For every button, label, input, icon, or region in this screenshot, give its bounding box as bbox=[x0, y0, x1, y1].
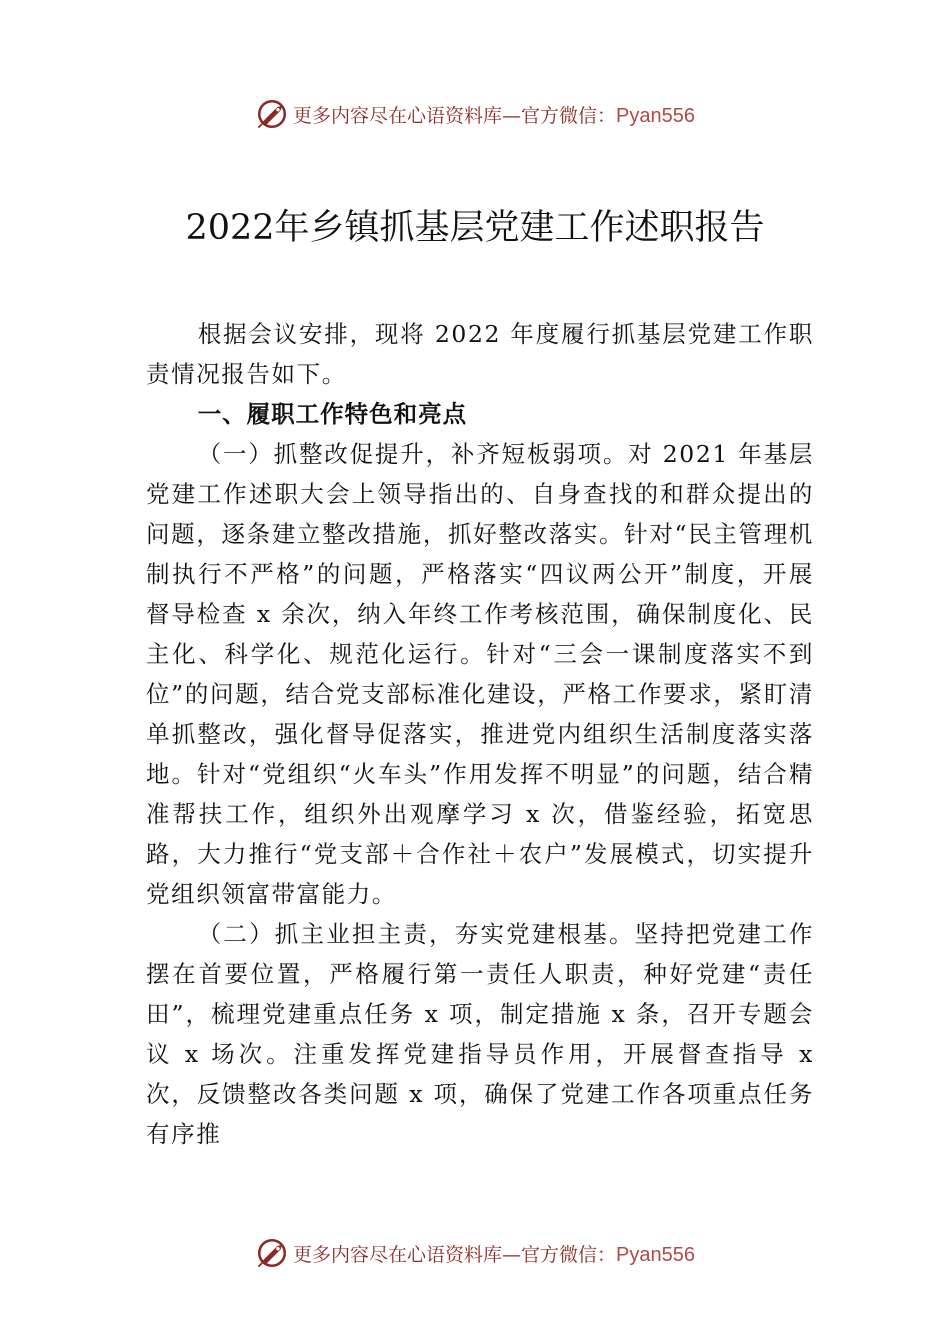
section-heading: 一、履职工作特色和亮点 bbox=[197, 400, 468, 428]
footer-watermark bbox=[0, 1233, 950, 1273]
paragraph-2: （二）抓主业担主责，夯实党建根基。坚持把党建工作摆在首要位置，严格履行第一责任人职责，种好党建“责任田”，梳理党建重点任务 x 项，制定措施 x 条，召开专题会议 x 场次。注重发挥党建指导员作用，开展督查指导 x 次，反馈整改各类问题 x 项，确保了党建工作各项重点任务有序推 bbox=[146, 920, 814, 1148]
pen-nib-logo-icon bbox=[255, 1236, 289, 1270]
document-title: 2022年乡镇抓基层党建工作述职报告 bbox=[185, 208, 765, 248]
watermark-text: 更多内容尽在心语资料库—官方微信：Pyan556 bbox=[293, 1243, 695, 1266]
wechat-id: Pyan556 bbox=[616, 104, 695, 127]
intro-paragraph: 根据会议安排，现将 2022 年度履行抓基层党建工作职责情况报告如下。 bbox=[146, 320, 814, 388]
header-watermark bbox=[0, 94, 950, 134]
paragraph-1: （一）抓整改促提升，补齐短板弱项。对 2021 年基层党建工作述职大会上领导指出的、自身查找的和群众提出的问题，逐条建立整改措施，抓好整改落实。针对“民主管理机制执行不严格”的问题，严格落实“四议两公开”制度，开展督导检查 x 余次，纳入年终工作考核范围，确保制度化、民主化、科学化、规范化运行。针对“三会一课制度落实不到位”的问题，结合党支部标准化建设，严格工作要求，紧盯清单抓整改，强化督导促落实，推进党内组织生活制度落实落地。针对“党组织“火车头”作用发挥不明显”的问题，结合精准帮扶工作，组织外出观摩学习 x 次，借鉴经验，拓宽思路，大力推行“党支部＋合作社＋农户”发展模式，切实提升党组织领富带富能力。 bbox=[146, 440, 814, 908]
watermark-text: 更多内容尽在心语资料库—官方微信：Pyan556 bbox=[293, 104, 695, 127]
document-body bbox=[146, 314, 814, 1154]
pen-nib-logo-icon bbox=[255, 97, 289, 131]
wechat-id: Pyan556 bbox=[616, 1243, 695, 1266]
